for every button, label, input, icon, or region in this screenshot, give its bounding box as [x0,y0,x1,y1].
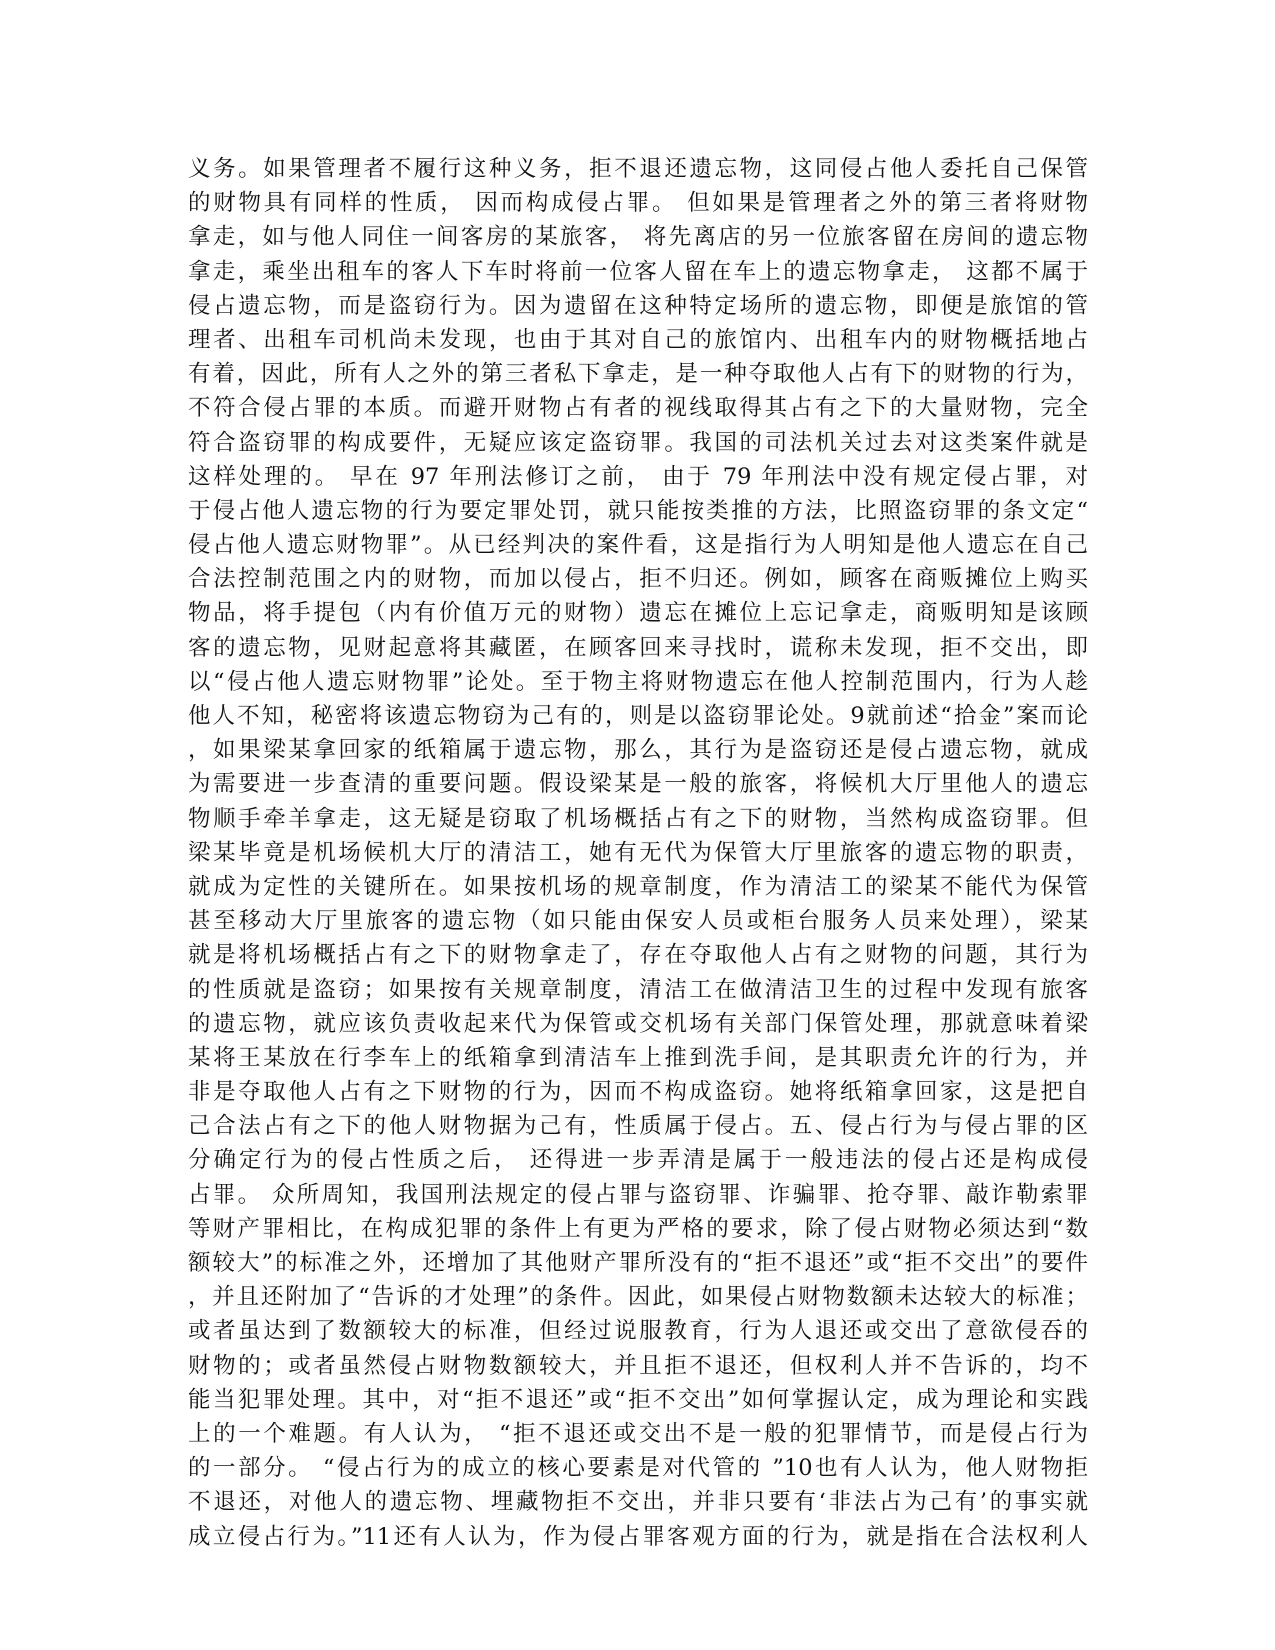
text-line: 就成为定性的关键所在。如果按机场的规章制度，作为清洁工的梁某不能代为保管 [188,873,1088,900]
text-line: ，如果梁某拿回家的纸箱属于遗忘物，那么，其行为是盗窃还是侵占遗忘物，就成 [188,737,1088,764]
text-line: 的遗忘物，就应该负责收起来代为保管或交机场有关部门保管处理，那就意味着梁 [188,1010,1088,1037]
text-line: 符合盗窃罪的构成要件，无疑应该定盗窃罪。我国的司法机关过去对这类案件就是 [188,429,1088,456]
body-text [188,152,1088,1554]
text-line: 的性质就是盗窃；如果按有关规章制度，清洁工在做清洁卫生的过程中发现有旅客 [188,976,1088,1003]
text-line: 就是将机场概括占有之下的财物拿走了，存在夺取他人占有之财物的问题，其行为 [188,942,1088,969]
text-line: 不符合侵占罪的本质。而避开财物占有者的视线取得其占有之下的大量财物，完全 [188,395,1088,422]
text-line: 分确定行为的侵占性质之后， 还得进一步弄清是属于一般违法的侵占还是构成侵 [188,1147,1088,1174]
text-line: 义务。如果管理者不履行这种义务，拒不退还遗忘物，这同侵占他人委托自己保管 [188,156,1088,182]
text-line: 为需要进一步查清的重要问题。假设梁某是一般的旅客，将候机大厅里他人的遗忘 [188,771,1088,798]
text-line: 客的遗忘物，见财起意将其藏匿，在顾客回来寻找时，谎称未发现，拒不交出，即 [188,634,1088,661]
text-line: 能当犯罪处理。其中，对“拒不退还”或“拒不交出”如何掌握认定，成为理论和实践 [188,1386,1088,1413]
text-line: 上的一个难题。有人认为， “拒不退还或交出不是一般的犯罪情节，而是侵占行为 [188,1420,1088,1447]
text-line: 拿走，乘坐出租车的客人下车时将前一位客人留在车上的遗忘物拿走， 这都不属于 [188,258,1088,285]
text-line: 以“侵占他人遗忘财物罪”论处。至于物主将财物遗忘在他人控制范围内，行为人趁 [188,668,1088,695]
text-line: 梁某毕竟是机场候机大厅的清洁工，她有无代为保管大厅里旅客的遗忘物的职责， [188,839,1088,866]
text-line: 他人不知，秘密将该遗忘物窃为己有的，则是以盗窃罪论处。9就前述“拾金”案而论 [188,703,1088,729]
text-line: 非是夺取他人占有之下财物的行为，因而不构成盗窃。她将纸箱拿回家，这是把自 [188,1079,1088,1106]
text-line: 的财物具有同样的性质， 因而构成侵占罪。 但如果是管理者之外的第三者将财物 [188,190,1088,217]
text-line: 有着，因此，所有人之外的第三者私下拿走，是一种夺取他人占有下的财物的行为， [188,361,1088,388]
text-line: 物品，将手提包（内有价值万元的财物）遗忘在摊位上忘记拿走，商贩明知是该顾 [188,600,1088,627]
text-line: 的一部分。 “侵占行为的成立的核心要素是对代管的 ”10也有人认为，他人财物拒 [188,1455,1088,1482]
text-line: 等财产罪相比，在构成犯罪的条件上有更为严格的要求，除了侵占财物必须达到“数 [188,1215,1088,1242]
text-line: 拿走，如与他人同住一间客房的某旅客， 将先离店的另一位旅客留在房间的遗忘物 [188,224,1088,251]
text-line: 于侵占他人遗忘物的行为要定罪处罚，就只能按类推的方法，比照盗窃罪的条文定“ [188,497,1088,524]
text-line: 物顺手牵羊拿走，这无疑是窃取了机场概括占有之下的财物，当然构成盗窃罪。但 [188,805,1088,832]
text-line: 合法控制范围之内的财物，而加以侵占，拒不归还。例如，顾客在商贩摊位上购买 [188,566,1088,593]
text-line: 这样处理的。 早在 97 年刑法修订之前， 由于 79 年刑法中没有规定侵占罪，对 [188,463,1088,490]
text-line: 甚至移动大厅里旅客的遗忘物（如只能由保安人员或柜台服务人员来处理），梁某 [188,908,1088,935]
text-line: 成立侵占行为。”11还有人认为，作为侵占罪客观方面的行为，就是指在合法权利人 [188,1523,1088,1550]
text-line: 侵占他人遗忘财物罪”。从已经判决的案件看，这是指行为人明知是他人遗忘在自己 [188,532,1088,559]
text-line: 或者虽达到了数额较大的标准，但经过说服教育，行为人退还或交出了意欲侵吞的 [188,1318,1088,1345]
text-line: 己合法占有之下的他人财物据为己有，性质属于侵占。五、侵占行为与侵占罪的区 [188,1113,1088,1140]
text-line: 不退还，对他人的遗忘物、埋藏物拒不交出，并非只要有‘非法占为己有’的事实就 [188,1489,1088,1516]
text-line: ，并且还附加了“告诉的才处理”的条件。因此，如果侵占财物数额未达较大的标准； [188,1284,1088,1311]
text-line: 占罪。 众所周知，我国刑法规定的侵占罪与盗窃罪、诈骗罪、抢夺罪、敲诈勒索罪 [188,1181,1088,1208]
text-line: 财物的；或者虽然侵占财物数额较大，并且拒不退还，但权利人并不告诉的，均不 [188,1352,1088,1379]
text-line: 额较大”的标准之外，还增加了其他财产罪所没有的“拒不退还”或“拒不交出”的要件 [188,1250,1088,1276]
text-line: 理者、出租车司机尚未发现，也由于其对自己的旅馆内、出租车内的财物概括地占 [188,326,1088,353]
text-line: 侵占遗忘物，而是盗窃行为。因为遗留在这种特定场所的遗忘物，即便是旅馆的管 [188,292,1088,319]
text-line: 某将王某放在行李车上的纸箱拿到清洁车上推到洗手间，是其职责允许的行为，并 [188,1044,1088,1071]
